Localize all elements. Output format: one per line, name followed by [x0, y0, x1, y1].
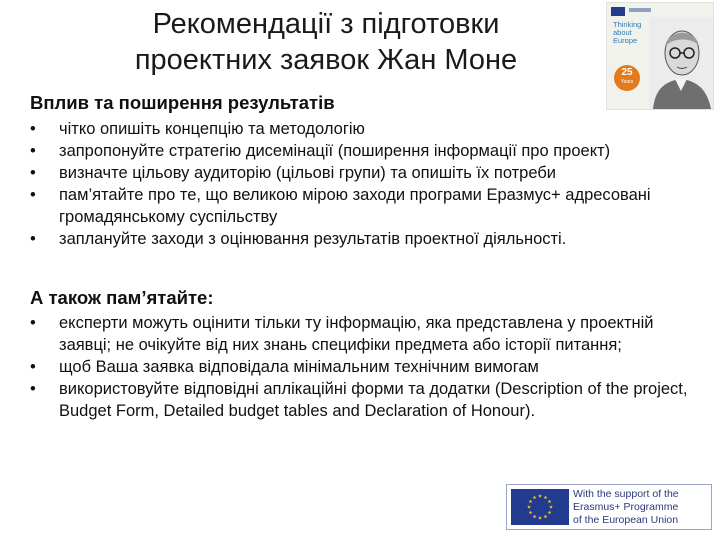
bullet-icon: •: [30, 358, 36, 376]
erasmus-line-2: Erasmus+ Programme: [573, 501, 679, 513]
cover-eu-flag-icon: [611, 7, 625, 16]
list-item: • визначте цільову аудиторію (цільові групи) та опишіть їх потреби: [30, 164, 557, 182]
erasmus-line-1: With the support of the: [573, 488, 679, 500]
erasmus-support-text: [573, 488, 711, 527]
eu-flag-icon: [511, 489, 569, 525]
anniversary-badge: [614, 65, 640, 91]
badge-word: Years: [620, 79, 634, 85]
erasmus-line-3: of the European Union: [573, 514, 679, 526]
bullet-icon: •: [30, 120, 36, 138]
list-item: • пам’ятайте про те, що великою мірою заходи програми Еразмус+ адресовані громадянському суспільству: [30, 186, 651, 226]
bullet-icon: •: [30, 164, 36, 182]
section-heading-impact: Вплив та поширення результатів: [30, 92, 335, 113]
list-item: • щоб Ваша заявка відповідала мінімальним технічним вимогам: [30, 358, 539, 376]
list-item: • чітко опишіть концепцію та методологію: [30, 120, 365, 138]
section-heading-remember: А також пам’ятайте:: [30, 287, 214, 308]
portrait-illustration: [649, 17, 713, 109]
impact-list: [30, 118, 696, 250]
cover-title: Thinking about Europe: [613, 20, 642, 45]
bullet-icon: •: [30, 186, 36, 204]
list-item: • використовуйте відповідні аплікаційні форми та додатки (Description of the project, Budget Form, Detailed budget tables and Declaration of Honour).: [30, 380, 688, 420]
slide-title-line-1: Рекомендації з підготовки: [152, 8, 500, 40]
list-item: • експерти можуть оцінити тільки ту інформацію, яка представлена у проектній заявці; не очікуйте від них знань специфіки предмета або історії питання;: [30, 314, 654, 354]
list-item: • заплануйте заходи з оцінювання результатів проектної діяльності.: [30, 230, 567, 248]
erasmus-support-logo: [506, 484, 712, 530]
list-item: • запропонуйте стратегію дисемінації (поширення інформації про проект): [30, 142, 611, 160]
bullet-icon: •: [30, 380, 36, 398]
remember-list: [30, 312, 696, 422]
bullet-icon: •: [30, 230, 36, 248]
bullet-icon: •: [30, 314, 36, 332]
slide-title-line-2: проектних заявок Жан Моне: [134, 44, 518, 76]
bullet-icon: •: [30, 142, 36, 160]
cover-publisher-mark: [629, 8, 651, 12]
book-cover-image: [606, 2, 714, 110]
badge-number: 25: [621, 67, 633, 78]
slide-title: [66, 6, 586, 78]
